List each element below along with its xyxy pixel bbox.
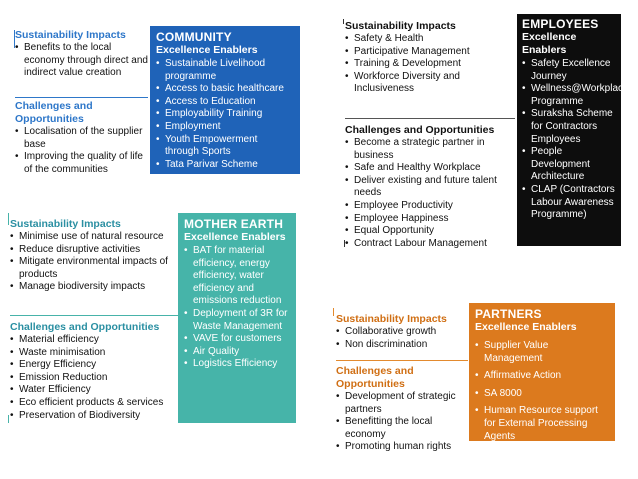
list-item: • Mitigate environmental impacts of products xyxy=(10,256,178,281)
list-item: • Sustainable Livelihood programme xyxy=(156,58,294,83)
enabler-title: PARTNERS xyxy=(475,307,542,321)
list-item: • Access to Education xyxy=(156,96,294,109)
enablers-list xyxy=(475,340,609,443)
list-item: • Emission Reduction xyxy=(10,372,180,385)
partners-impacts xyxy=(336,313,468,351)
list-item: • Employee Happiness xyxy=(345,213,517,226)
list-item: • Improving the quality of life of the communities xyxy=(15,151,148,176)
enablers-list xyxy=(156,58,294,171)
corner-tick xyxy=(344,240,345,247)
corner-tick xyxy=(333,308,334,316)
challenges-list xyxy=(10,334,180,422)
separator-line xyxy=(10,315,178,316)
challenges-heading: Challenges and Opportunities xyxy=(15,100,93,125)
mother-earth-enablers-box xyxy=(178,213,296,423)
list-item: • Material efficiency xyxy=(10,334,180,347)
list-item: • Employment xyxy=(156,121,294,134)
list-item: • Energy Efficiency xyxy=(10,359,180,372)
enabler-subtitle: Excellence Enablers xyxy=(475,321,577,333)
list-item: • Waste minimisation xyxy=(10,347,180,360)
list-item: • Wellness@Workplace Programme xyxy=(522,83,616,108)
list-item: • Access to basic healthcare xyxy=(156,83,294,96)
partners-enablers-box xyxy=(469,303,615,441)
challenges-list xyxy=(345,137,517,250)
list-item: • Human Resource support for External Processing Agents xyxy=(475,405,609,443)
enabler-subtitle: Excellence Enablers xyxy=(184,231,286,243)
employees-enablers-box xyxy=(517,14,629,246)
list-item: • Safe and Healthy Workplace xyxy=(345,162,517,175)
list-item: • Non discrimination xyxy=(336,339,468,352)
list-item: • People Development Architecture xyxy=(522,146,616,184)
list-item: • Participative Management xyxy=(345,46,515,59)
list-item: • SA 8000 xyxy=(475,388,609,401)
impacts-list xyxy=(345,33,515,96)
impacts-list xyxy=(15,42,148,80)
list-item: • CLAP (Contractors Labour Awareness Programme) xyxy=(522,184,616,222)
list-item: • Employability Training xyxy=(156,108,294,121)
enabler-title: MOTHER EARTH xyxy=(184,217,284,231)
challenges-heading: Challenges and Opportunities xyxy=(10,321,160,333)
mother-earth-impacts xyxy=(10,218,178,294)
list-item: • Youth Empowerment through Sports xyxy=(156,134,294,159)
separator-line xyxy=(345,118,515,119)
enabler-subtitle: Excellence Enablers xyxy=(156,44,258,56)
list-item: • Suraksha Scheme for Contractors Employees xyxy=(522,108,616,146)
list-item: • BAT for material efficiency, energy efficiency, water efficiency and emissions reduction xyxy=(184,245,290,308)
list-item: • Collaborative growth xyxy=(336,326,468,339)
list-item: • Water Efficiency xyxy=(10,384,180,397)
corner-tick xyxy=(8,415,9,423)
list-item: • Employee Productivity xyxy=(345,200,517,213)
impacts-heading: Sustainability Impacts xyxy=(10,218,121,230)
list-item: • VAVE for customers xyxy=(184,333,290,346)
employees-challenges xyxy=(345,124,517,250)
employees-impacts xyxy=(345,20,515,96)
impacts-list xyxy=(336,326,468,351)
list-item: • Affirmative Action xyxy=(475,370,609,383)
enabler-title: EMPLOYEES xyxy=(522,17,599,31)
list-item: • Logistics Efficiency xyxy=(184,358,290,371)
separator-line xyxy=(15,97,148,98)
community-challenges xyxy=(15,100,148,176)
mother-earth-challenges xyxy=(10,321,180,422)
list-item: • Deployment of 3R for Waste Management xyxy=(184,308,290,333)
list-item: • Air Quality xyxy=(184,346,290,359)
list-item: • Eco efficient products & services xyxy=(10,397,180,410)
list-item: • Preservation of Biodiversity xyxy=(10,410,180,423)
enablers-list xyxy=(184,245,290,371)
list-item: • Safety & Health xyxy=(345,33,515,46)
list-item: • Minimise use of natural resource xyxy=(10,231,178,244)
list-item: • Deliver existing and future talent needs xyxy=(345,175,517,200)
list-item: • Training & Development xyxy=(345,58,515,71)
list-item: • Workforce Diversity and Inclusiveness xyxy=(345,71,515,96)
challenges-list xyxy=(15,126,148,176)
list-item: • Safety Excellence Journey xyxy=(522,58,616,83)
impacts-heading: Sustainability Impacts xyxy=(345,20,456,32)
list-item: • Supplier Value Management xyxy=(475,340,609,365)
list-item: • Reduce disruptive activities xyxy=(10,244,178,257)
challenges-list xyxy=(336,391,470,454)
list-item: • Benefits to the local economy through direct and indirect value creation xyxy=(15,42,148,80)
partners-challenges xyxy=(336,365,470,454)
list-item: • Contract Labour Management xyxy=(345,238,517,251)
list-item: • Tata Parivar Scheme xyxy=(156,159,294,172)
list-item: • Promoting human rights xyxy=(336,441,470,454)
impacts-list xyxy=(10,231,178,294)
challenges-heading: Challenges and Opportunities xyxy=(336,365,414,390)
list-item: • Localisation of the supplier base xyxy=(15,126,148,151)
impacts-heading: Sustainability Impacts xyxy=(15,29,126,41)
list-item: • Equal Opportunity xyxy=(345,225,517,238)
enablers-list xyxy=(522,58,629,222)
enabler-title: COMMUNITY xyxy=(156,30,232,44)
community-enablers-box xyxy=(150,26,300,174)
challenges-heading: Challenges and Opportunities xyxy=(345,124,495,136)
corner-tick xyxy=(343,19,344,24)
community-impacts xyxy=(15,29,148,80)
separator-line xyxy=(336,360,468,361)
list-item: • Benefitting the local economy xyxy=(336,416,470,441)
corner-tick xyxy=(8,213,9,225)
enabler-subtitle: Excellence Enablers xyxy=(522,31,577,56)
list-item: • Development of strategic partners xyxy=(336,391,470,416)
list-item: • Manage biodiversity impacts xyxy=(10,281,178,294)
list-item: • Become a strategic partner in business xyxy=(345,137,517,162)
impacts-heading: Sustainability Impacts xyxy=(336,313,447,325)
